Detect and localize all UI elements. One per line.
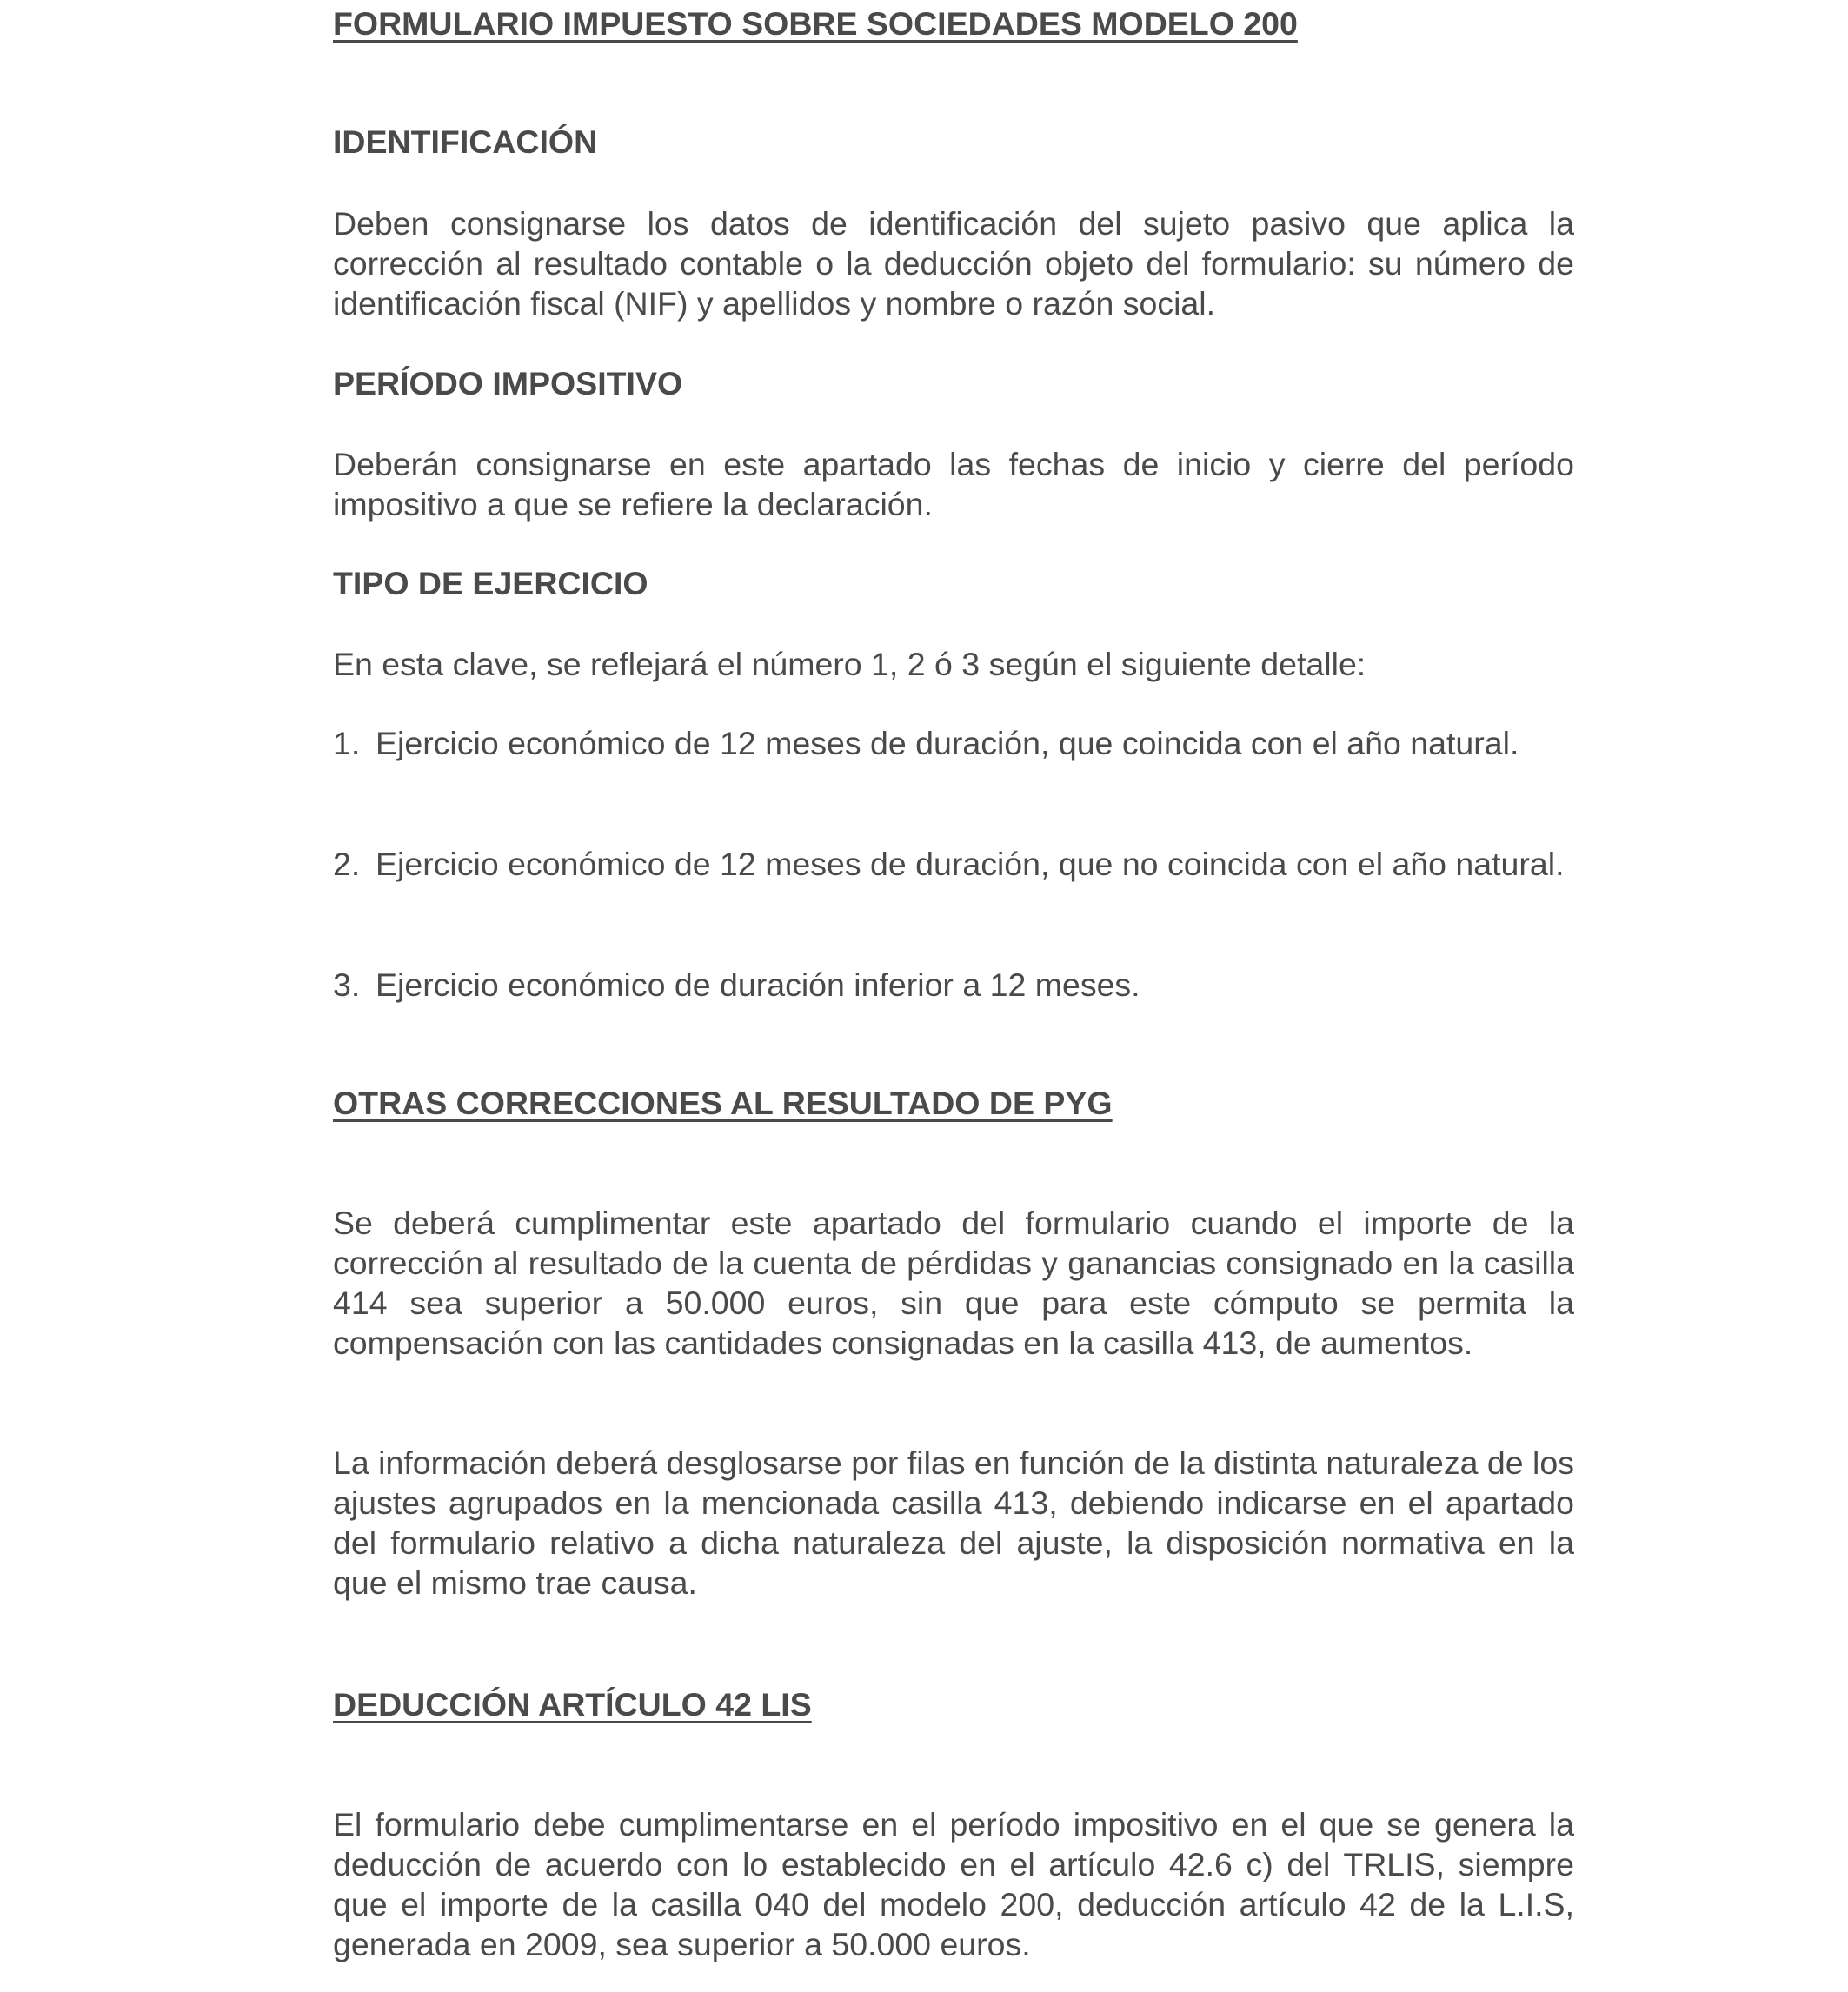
list-item-1 (333, 723, 1574, 763)
paragraph-tipo-intro: En esta clave, se reflejará el número 1, 2 ó 3 según el siguiente detalle: (333, 646, 1366, 682)
list-text: Ejercicio económico de 12 meses de duración, que coincida con el año natural. (376, 725, 1519, 761)
list-number: 3. (333, 966, 361, 1003)
heading-identificacion: IDENTIFICACIÓN (333, 123, 598, 160)
heading-deduccion-articulo-42: DEDUCCIÓN ARTÍCULO 42 LIS (333, 1686, 812, 1723)
list-number: 2. (333, 846, 361, 882)
paragraph-periodo-impositivo: Deberán consignarse en este apartado las fechas de inicio y cierre del período impositivo a que se refiere la declaración. (333, 446, 1574, 522)
list-text: Ejercicio económico de 12 meses de duración, que no coincida con el año natural. (376, 846, 1565, 882)
list-item-2 (333, 844, 1574, 884)
list-text: Ejercicio económico de duración inferior a 12 meses. (376, 966, 1140, 1003)
document-title: FORMULARIO IMPUESTO SOBRE SOCIEDADES MODELO 200 (333, 5, 1298, 42)
heading-otras-correcciones: OTRAS CORRECCIONES AL RESULTADO DE PYG (333, 1085, 1113, 1121)
paragraph-identificacion: Deben consignarse los datos de identificación del sujeto pasivo que aplica la corrección al resultado contable o la deducción objeto del formulario: su número de identificación fiscal (NIF) y apellidos y nombre o razón social. (333, 205, 1574, 322)
heading-tipo-ejercicio: TIPO DE EJERCICIO (333, 565, 648, 601)
paragraph-otras-correcciones-2: La información deberá desglosarse por filas en función de la distinta naturaleza de los ajustes agrupados en la mencionada casilla 413, debiendo indicarse en el apartado del formulario relativo a dicha naturaleza del ajuste, la disposición normativa en la que el mismo trae causa. (333, 1444, 1574, 1601)
paragraph-deduccion-articulo-42: El formulario debe cumplimentarse en el período impositivo en el que se genera la deducción de acuerdo con lo establecido en el artículo 42.6 c) del TRLIS, siempre que el importe de la casilla 040 del modelo 200, deducción artículo 42 de la L.I.S, generada en 2009, sea superior a 50.000 euros. (333, 1806, 1574, 1962)
paragraph-otras-correcciones-1: Se deberá cumplimentar este apartado del formulario cuando el importe de la corrección al resultado de la cuenta de pérdidas y ganancias consignado en la casilla 414 sea superior a 50.000 euros, sin que para este cómputo se permita la compensación con las cantidades consignadas en la casilla 413, de aumentos. (333, 1205, 1574, 1361)
list-number: 1. (333, 725, 361, 761)
list-item-3 (333, 965, 1574, 1005)
heading-periodo-impositivo: PERÍODO IMPOSITIVO (333, 365, 683, 402)
